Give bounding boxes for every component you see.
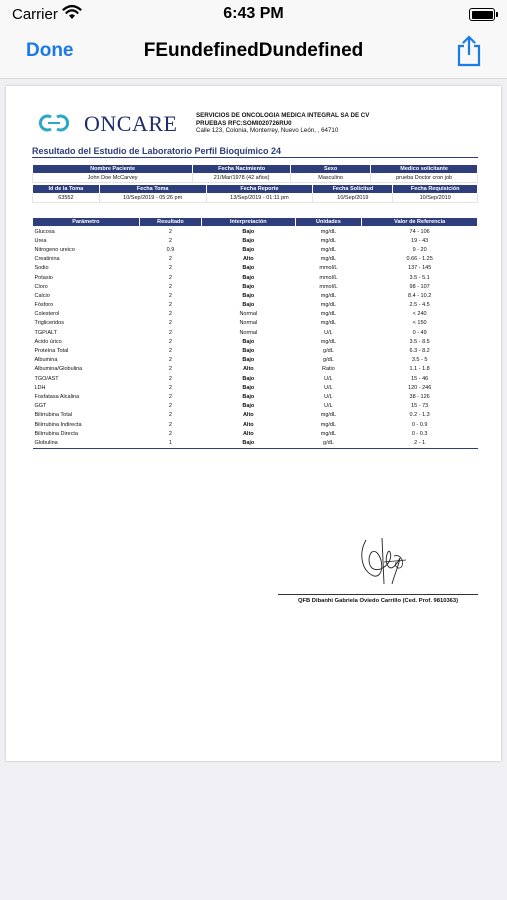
signature-image	[354, 532, 414, 592]
table-cell: Bilirrubina Indirecta	[34, 421, 82, 428]
table-cell: 10/Sep/2019 - 05:26 pm	[99, 194, 206, 203]
table-cell: 2	[168, 329, 172, 336]
table-cell: 98 - 107	[409, 283, 430, 290]
table-cell: 9 - 20	[412, 246, 427, 253]
table-cell: mg/dL	[320, 228, 337, 235]
table-cell: Bilirrubina Total	[34, 412, 73, 419]
pdf-document[interactable]	[6, 86, 501, 761]
table-header: Fecha Toma	[99, 185, 206, 194]
page-title: FEundefinedDundefined	[143, 40, 364, 61]
table-cell: Alto	[242, 256, 254, 263]
table-cell: 0 - 49	[412, 329, 427, 336]
table-cell: Colesterol	[34, 311, 60, 318]
table-cell: 2	[168, 357, 172, 364]
table-cell: 2	[168, 292, 172, 299]
patient-table	[32, 164, 478, 183]
table-cell: 120 - 246	[408, 384, 432, 391]
table-cell: Bilirrubina Directa	[34, 430, 78, 437]
table-cell: 2	[168, 366, 172, 373]
table-header: Fecha Nacimiento	[193, 165, 291, 174]
table-cell: 2	[168, 265, 172, 272]
navigation-bar	[0, 30, 507, 79]
logo-mark-icon	[36, 112, 72, 134]
table-cell: 2	[168, 338, 172, 345]
logo-text: ONCARE	[84, 111, 178, 136]
table-cell: 10/Sep/2019	[393, 194, 478, 203]
table-header: Nombre Paciente	[33, 165, 193, 174]
table-cell: g/dL	[295, 438, 362, 448]
signature-line	[278, 594, 478, 595]
table-cell: Fósforo	[34, 302, 54, 309]
table-row	[33, 310, 478, 319]
table-cell: 3.5 - 5.1	[409, 274, 430, 281]
table-cell: U/L	[324, 329, 333, 336]
table-cell: Proteína Total	[34, 348, 69, 355]
table-cell: Albumina/Globulina	[34, 366, 83, 373]
table-row	[33, 365, 478, 374]
table-cell: Potasio	[34, 274, 53, 281]
table-cell: 2	[168, 412, 172, 419]
table-cell: 1	[139, 438, 201, 448]
table-cell: Bajo	[242, 348, 255, 355]
table-cell: mg/dL	[320, 256, 337, 263]
table-row	[33, 383, 478, 392]
table-cell: Calcio	[34, 292, 50, 299]
table-cell: Alto	[242, 366, 254, 373]
table-row	[33, 227, 478, 237]
table-cell: Bajo	[242, 246, 255, 253]
table-header: Unidades	[295, 218, 362, 227]
table-cell: U/L	[324, 375, 333, 382]
table-cell: Bajo	[242, 292, 255, 299]
table-row	[33, 273, 478, 282]
table-row	[33, 374, 478, 383]
table-row	[33, 438, 478, 448]
table-cell: 21/Mar/1978 (42 años)	[193, 174, 291, 183]
table-header: Id de la Toma	[33, 185, 100, 194]
table-row	[33, 301, 478, 310]
table-cell: 2	[168, 348, 172, 355]
table-row	[33, 356, 478, 365]
table-row	[33, 291, 478, 300]
table-cell: U/L	[324, 403, 333, 410]
table-cell: g/dL	[323, 348, 334, 355]
table-cell: Bajo	[242, 393, 255, 400]
table-cell: 63552	[33, 194, 100, 203]
table-row	[33, 429, 478, 438]
table-cell: Glucosa	[34, 228, 55, 235]
table-header: Medico solicitante	[371, 165, 478, 174]
oncare-logo	[36, 108, 186, 138]
table-cell: 2	[168, 320, 172, 327]
table-cell: 2	[168, 384, 172, 391]
table-cell: Bajo	[242, 274, 255, 281]
table-cell: Bajo	[202, 438, 295, 448]
table-cell: Bajo	[242, 265, 255, 272]
table-cell: TGO/AST	[34, 375, 59, 382]
table-cell: Cloro	[34, 283, 48, 290]
table-cell: 2	[168, 430, 172, 437]
carrier-label: Carrier	[12, 6, 58, 23]
table-cell: mg/dL	[320, 421, 337, 428]
table-cell: 2 - 1	[362, 438, 478, 448]
table-header: Interpretación	[202, 218, 295, 227]
table-row	[33, 319, 478, 328]
table-cell: Alto	[242, 412, 254, 419]
table-cell: mg/dL	[320, 311, 337, 318]
status-bar	[0, 0, 507, 30]
table-row	[33, 420, 478, 429]
table-cell: < 150	[412, 320, 427, 327]
table-cell: 8.4 - 10.2	[408, 292, 432, 299]
table-cell: 2	[168, 237, 172, 244]
table-cell: mg/dL	[320, 338, 337, 345]
table-cell: 13/Sep/2019 - 01:11 pm	[206, 194, 313, 203]
table-cell: Bajo	[242, 228, 255, 235]
table-row	[33, 411, 478, 420]
table-cell: mmol/L	[319, 274, 338, 281]
table-cell: mg/dL	[320, 430, 337, 437]
table-cell: Bajo	[242, 302, 255, 309]
table-cell: U/L	[324, 393, 333, 400]
table-cell: Bajo	[242, 403, 255, 410]
table-cell: John Doe McCarvey	[33, 174, 193, 183]
company-rfc: PRUEBAS RFC:SOMI020726RU0	[196, 119, 292, 127]
done-button[interactable]: Done	[26, 40, 74, 61]
company-name: SERVICIOS DE ONCOLOGIA MEDICA INTEGRAL SA DE CV	[196, 112, 370, 119]
table-cell: Masculino	[291, 174, 371, 183]
table-cell: 38 - 126	[409, 393, 430, 400]
table-cell: mg/dL	[320, 237, 337, 244]
table-cell: Bajo	[242, 357, 255, 364]
table-cell: Ratio	[321, 366, 335, 373]
table-row	[33, 255, 478, 264]
table-cell: mg/dL	[320, 412, 337, 419]
table-cell: Creatinina	[34, 256, 60, 263]
table-cell: mmol/L	[319, 283, 338, 290]
table-cell: GGT	[34, 403, 47, 410]
table-cell: Bajo	[242, 338, 255, 345]
table-cell: Bajo	[242, 375, 255, 382]
table-row	[33, 392, 478, 401]
table-header: Fecha Reporte	[206, 185, 313, 194]
table-cell: mmol/L	[319, 265, 338, 272]
table-cell: 0.66 - 1.25	[406, 256, 433, 263]
table-cell: 2	[168, 283, 172, 290]
table-cell: 0.2 - 1.3	[409, 412, 430, 419]
table-row	[33, 402, 478, 411]
table-cell: 2.5 - 4.5	[409, 302, 430, 309]
table-cell: Nitrogeno ureico	[34, 246, 75, 253]
table-cell: 2	[168, 228, 172, 235]
table-header: Resultado	[139, 218, 201, 227]
table-cell: Urea	[34, 237, 47, 244]
table-cell: U/L	[324, 384, 333, 391]
table-cell: Bajo	[242, 283, 255, 290]
table-cell: mg/dL	[320, 302, 337, 309]
table-cell: 10/Sep/2019	[313, 194, 393, 203]
company-address: Calle 123, Colonia, Monterrey, Nuevo León, , 64710	[196, 127, 339, 134]
table-cell: 2	[168, 274, 172, 281]
table-cell: Bajo	[242, 237, 255, 244]
order-table	[32, 184, 478, 203]
results-body	[33, 227, 478, 449]
table-cell: TGP/ALT	[34, 329, 58, 336]
table-cell: 1.1 - 1.8	[409, 366, 430, 373]
table-cell: 0.9	[166, 246, 175, 253]
table-cell: 74 - 106	[409, 228, 430, 235]
table-cell: 6.3 - 8.2	[409, 348, 430, 355]
table-cell: Fosfatasa Alcalina	[34, 393, 80, 400]
table-cell: 0 - 0.3	[411, 430, 428, 437]
table-cell: 2	[168, 302, 172, 309]
table-row	[33, 337, 478, 346]
table-cell: 19 - 43	[411, 237, 429, 244]
table-cell: mg/dL	[320, 320, 337, 327]
table-cell: Normal	[239, 329, 258, 336]
table-cell: prueba Doctor cron job	[371, 174, 478, 183]
table-cell: 2	[168, 311, 172, 318]
table-cell: LDH	[34, 384, 46, 391]
clock: 6:43 PM	[223, 5, 284, 22]
table-cell: mg/dL	[320, 292, 337, 299]
table-header: Parámetro	[33, 218, 140, 227]
share-icon[interactable]	[454, 34, 484, 68]
table-row	[33, 328, 478, 337]
table-row	[33, 245, 478, 254]
table-row	[33, 264, 478, 273]
table-cell: Normal	[239, 311, 258, 318]
table-cell: 3.5 - 8.5	[409, 338, 430, 345]
title-divider	[32, 157, 478, 158]
table-cell: Albumina	[34, 357, 58, 364]
table-cell: 2	[168, 375, 172, 382]
table-cell: 15 - 73	[411, 403, 429, 410]
table-cell: g/dL	[323, 357, 334, 364]
table-header: Fecha Requisición	[393, 185, 478, 194]
table-cell: Acido úrico	[34, 338, 62, 345]
table-row	[33, 282, 478, 291]
table-cell: mg/dL	[320, 246, 337, 253]
table-row	[33, 346, 478, 355]
table-cell: Trigliceridos	[34, 320, 64, 327]
table-cell: 2	[168, 256, 172, 263]
table-cell: Bajo	[242, 384, 255, 391]
table-cell: 15 - 46	[411, 375, 429, 382]
battery-icon	[469, 8, 495, 21]
company-info	[196, 112, 369, 135]
table-cell: 3.5 - 5	[411, 357, 428, 364]
table-cell: Alto	[242, 430, 254, 437]
table-cell: Normal	[239, 320, 258, 327]
table-cell: 2	[168, 421, 172, 428]
table-header: Sexo	[291, 165, 371, 174]
table-cell: 2	[168, 403, 172, 410]
table-cell: Globulina	[33, 438, 140, 448]
table-cell: 2	[168, 393, 172, 400]
table-cell: Sodio	[34, 265, 49, 272]
table-cell: < 240	[412, 311, 427, 318]
signer-name: QFB Dibanhi Gabriela Oviedo Carrillo (Ced. Prof. 9810363)	[297, 598, 459, 604]
table-header: Valor de Referencia	[362, 218, 478, 227]
table-cell: Alto	[242, 421, 254, 428]
table-row	[33, 236, 478, 245]
report-title: Resultado del Estudio de Laboratorio Perfil Bioquímico 24	[32, 146, 282, 156]
table-header: Fecha Solicitud	[313, 185, 393, 194]
results-table	[32, 217, 478, 449]
table-cell: 137 - 145	[408, 265, 432, 272]
table-cell: 0 - 0.9	[411, 421, 428, 428]
